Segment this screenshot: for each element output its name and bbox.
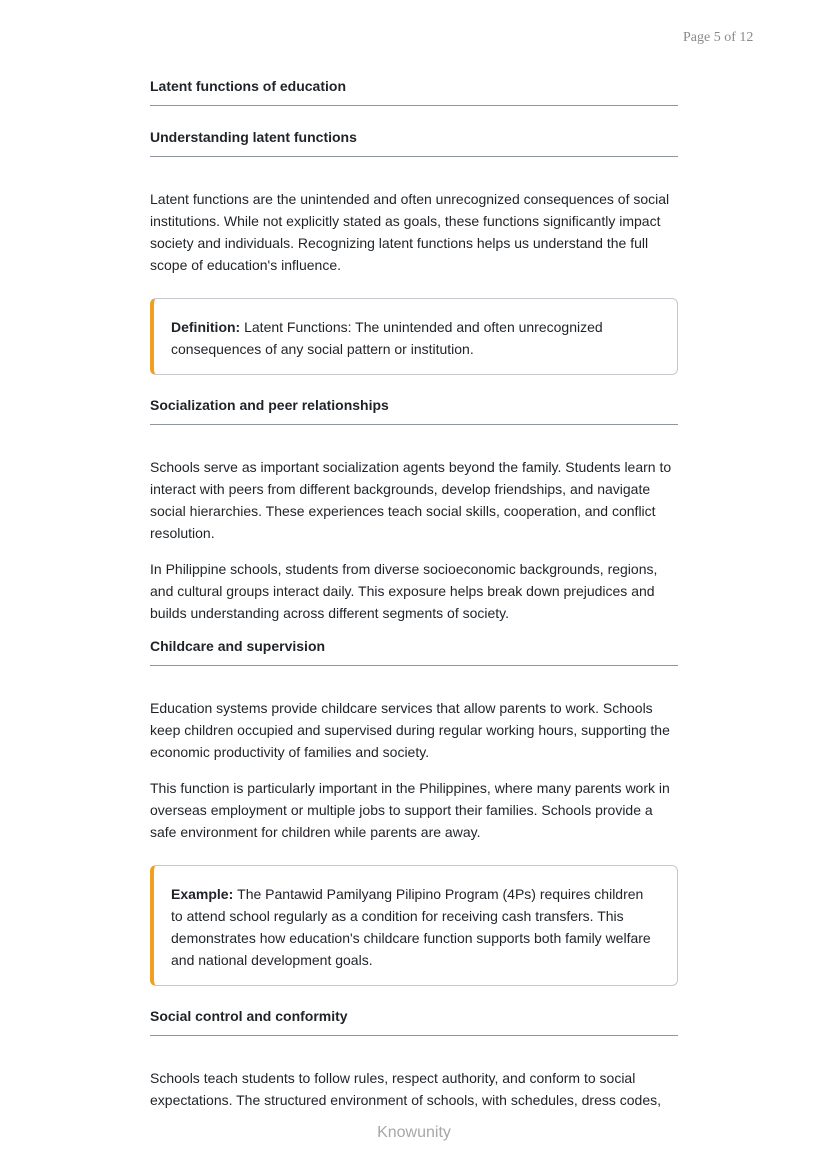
section-title: Latent functions of education [150, 78, 678, 106]
paragraph-socialization-1: Schools serve as important socialization agents beyond the family. Students learn to interact with peers from different backgrounds, develop friendships, and navigate social hierarchies. These experiences teach social skills, cooperation, and conflict resolution. [150, 459, 672, 541]
definition-label: Definition: [171, 319, 245, 335]
heading-childcare: Childcare and supervision [150, 638, 678, 666]
definition-callout [150, 298, 678, 375]
page-indicator: Page 5 of 12 [683, 30, 754, 45]
footer-brand: Knowunity [377, 1124, 451, 1141]
document-body [150, 78, 678, 1125]
paragraph-childcare-1: Education systems provide childcare services that allow parents to work. Schools keep children occupied and supervised during regular working hours, supporting the economic productivity of families and society. [150, 700, 670, 760]
heading-socialization: Socialization and peer relationships [150, 397, 678, 425]
heading-understanding: Understanding latent functions [150, 129, 678, 157]
heading-social-control: Social control and conformity [150, 1008, 678, 1036]
paragraph-socialization-2: In Philippine schools, students from diverse socioeconomic backgrounds, regions, and cultural groups interact daily. This exposure helps break down prejudices and builds understanding across different segments of society. [150, 561, 658, 621]
example-label: Example: [171, 886, 238, 902]
paragraph-social-control: Schools teach students to follow rules, respect authority, and conform to social expectations. The structured environment of schools, with schedules, dress codes, [150, 1070, 662, 1108]
paragraph-understanding: Latent functions are the unintended and often unrecognized consequences of social institutions. While not explicitly stated as goals, these functions significantly impact society and individuals. Recognizing latent functions helps us understand the full scope of education's influence. [150, 191, 670, 273]
definition-text: Latent Functions: The unintended and often unrecognized consequences of any social pattern or institution. [171, 319, 603, 357]
example-text: The Pantawid Pamilyang Pilipino Program (4Ps) requires children to attend school regularly as a condition for receiving cash transfers. This demonstrates how education's childcare function supports both family welfare and national development goals. [171, 886, 651, 968]
paragraph-childcare-2: This function is particularly important in the Philippines, where many parents work in overseas employment or multiple jobs to support their families. Schools provide a safe environment for children while parents are away. [150, 780, 670, 840]
example-callout [150, 865, 678, 986]
